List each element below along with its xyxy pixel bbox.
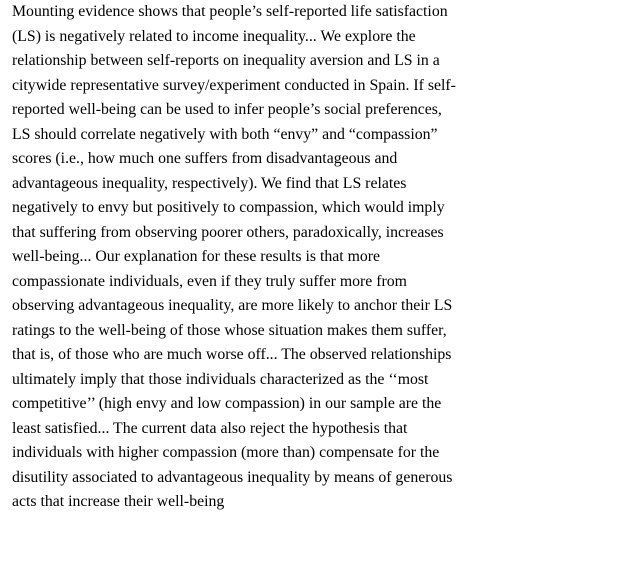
text-line: that is, of those who are much worse off... The observed relationships <box>12 346 452 363</box>
text-line: (LS) is negatively related to income inequality... We explore the <box>12 27 416 45</box>
text-line: citywide representative survey/experiment conducted in Spain. If self- <box>12 76 456 94</box>
text-line: ultimately imply that those individuals characterized as the ‘‘most <box>12 370 429 388</box>
text-line: disutility associated to advantageous inequality by means of generous <box>12 468 453 486</box>
text-line: that suffering from observing poorer others, paradoxically, increases <box>12 223 444 241</box>
text-line: competitive’’ (high envy and low compassion) in our sample are the <box>12 395 442 412</box>
text-line: reported well-being can be used to infer people’s social preferences, <box>12 101 442 118</box>
text-line: least satisfied... The current data also reject the hypothesis that <box>12 419 408 437</box>
text-line: negatively to envy but positively to compassion, which would imply <box>12 199 445 216</box>
text-line: individuals with higher compassion (more than) compensate for the <box>12 444 440 461</box>
text-line: scores (i.e., how much one suffers from disadvantageous and <box>12 150 398 167</box>
text-line: acts that increase their well-being <box>12 493 225 510</box>
document-body <box>12 0 618 515</box>
text-line: Mounting evidence shows that people’s self-reported life satisfaction <box>12 3 448 20</box>
text-line: observing advantageous inequality, are more likely to anchor their LS <box>12 297 453 314</box>
text-line: ratings to the well-being of those whose situation makes them suffer, <box>12 321 447 339</box>
text-line: advantageous inequality, respectively). We find that LS relates <box>12 174 407 192</box>
text-line: compassionate individuals, even if they truly suffer more from <box>12 272 407 290</box>
text-line: relationship between self-reports on inequality aversion and LS in a <box>12 52 440 69</box>
text-line: well-being... Our explanation for these results is that more <box>12 248 381 265</box>
text-line: LS should correlate negatively with both “envy” and “compassion” <box>12 125 438 143</box>
